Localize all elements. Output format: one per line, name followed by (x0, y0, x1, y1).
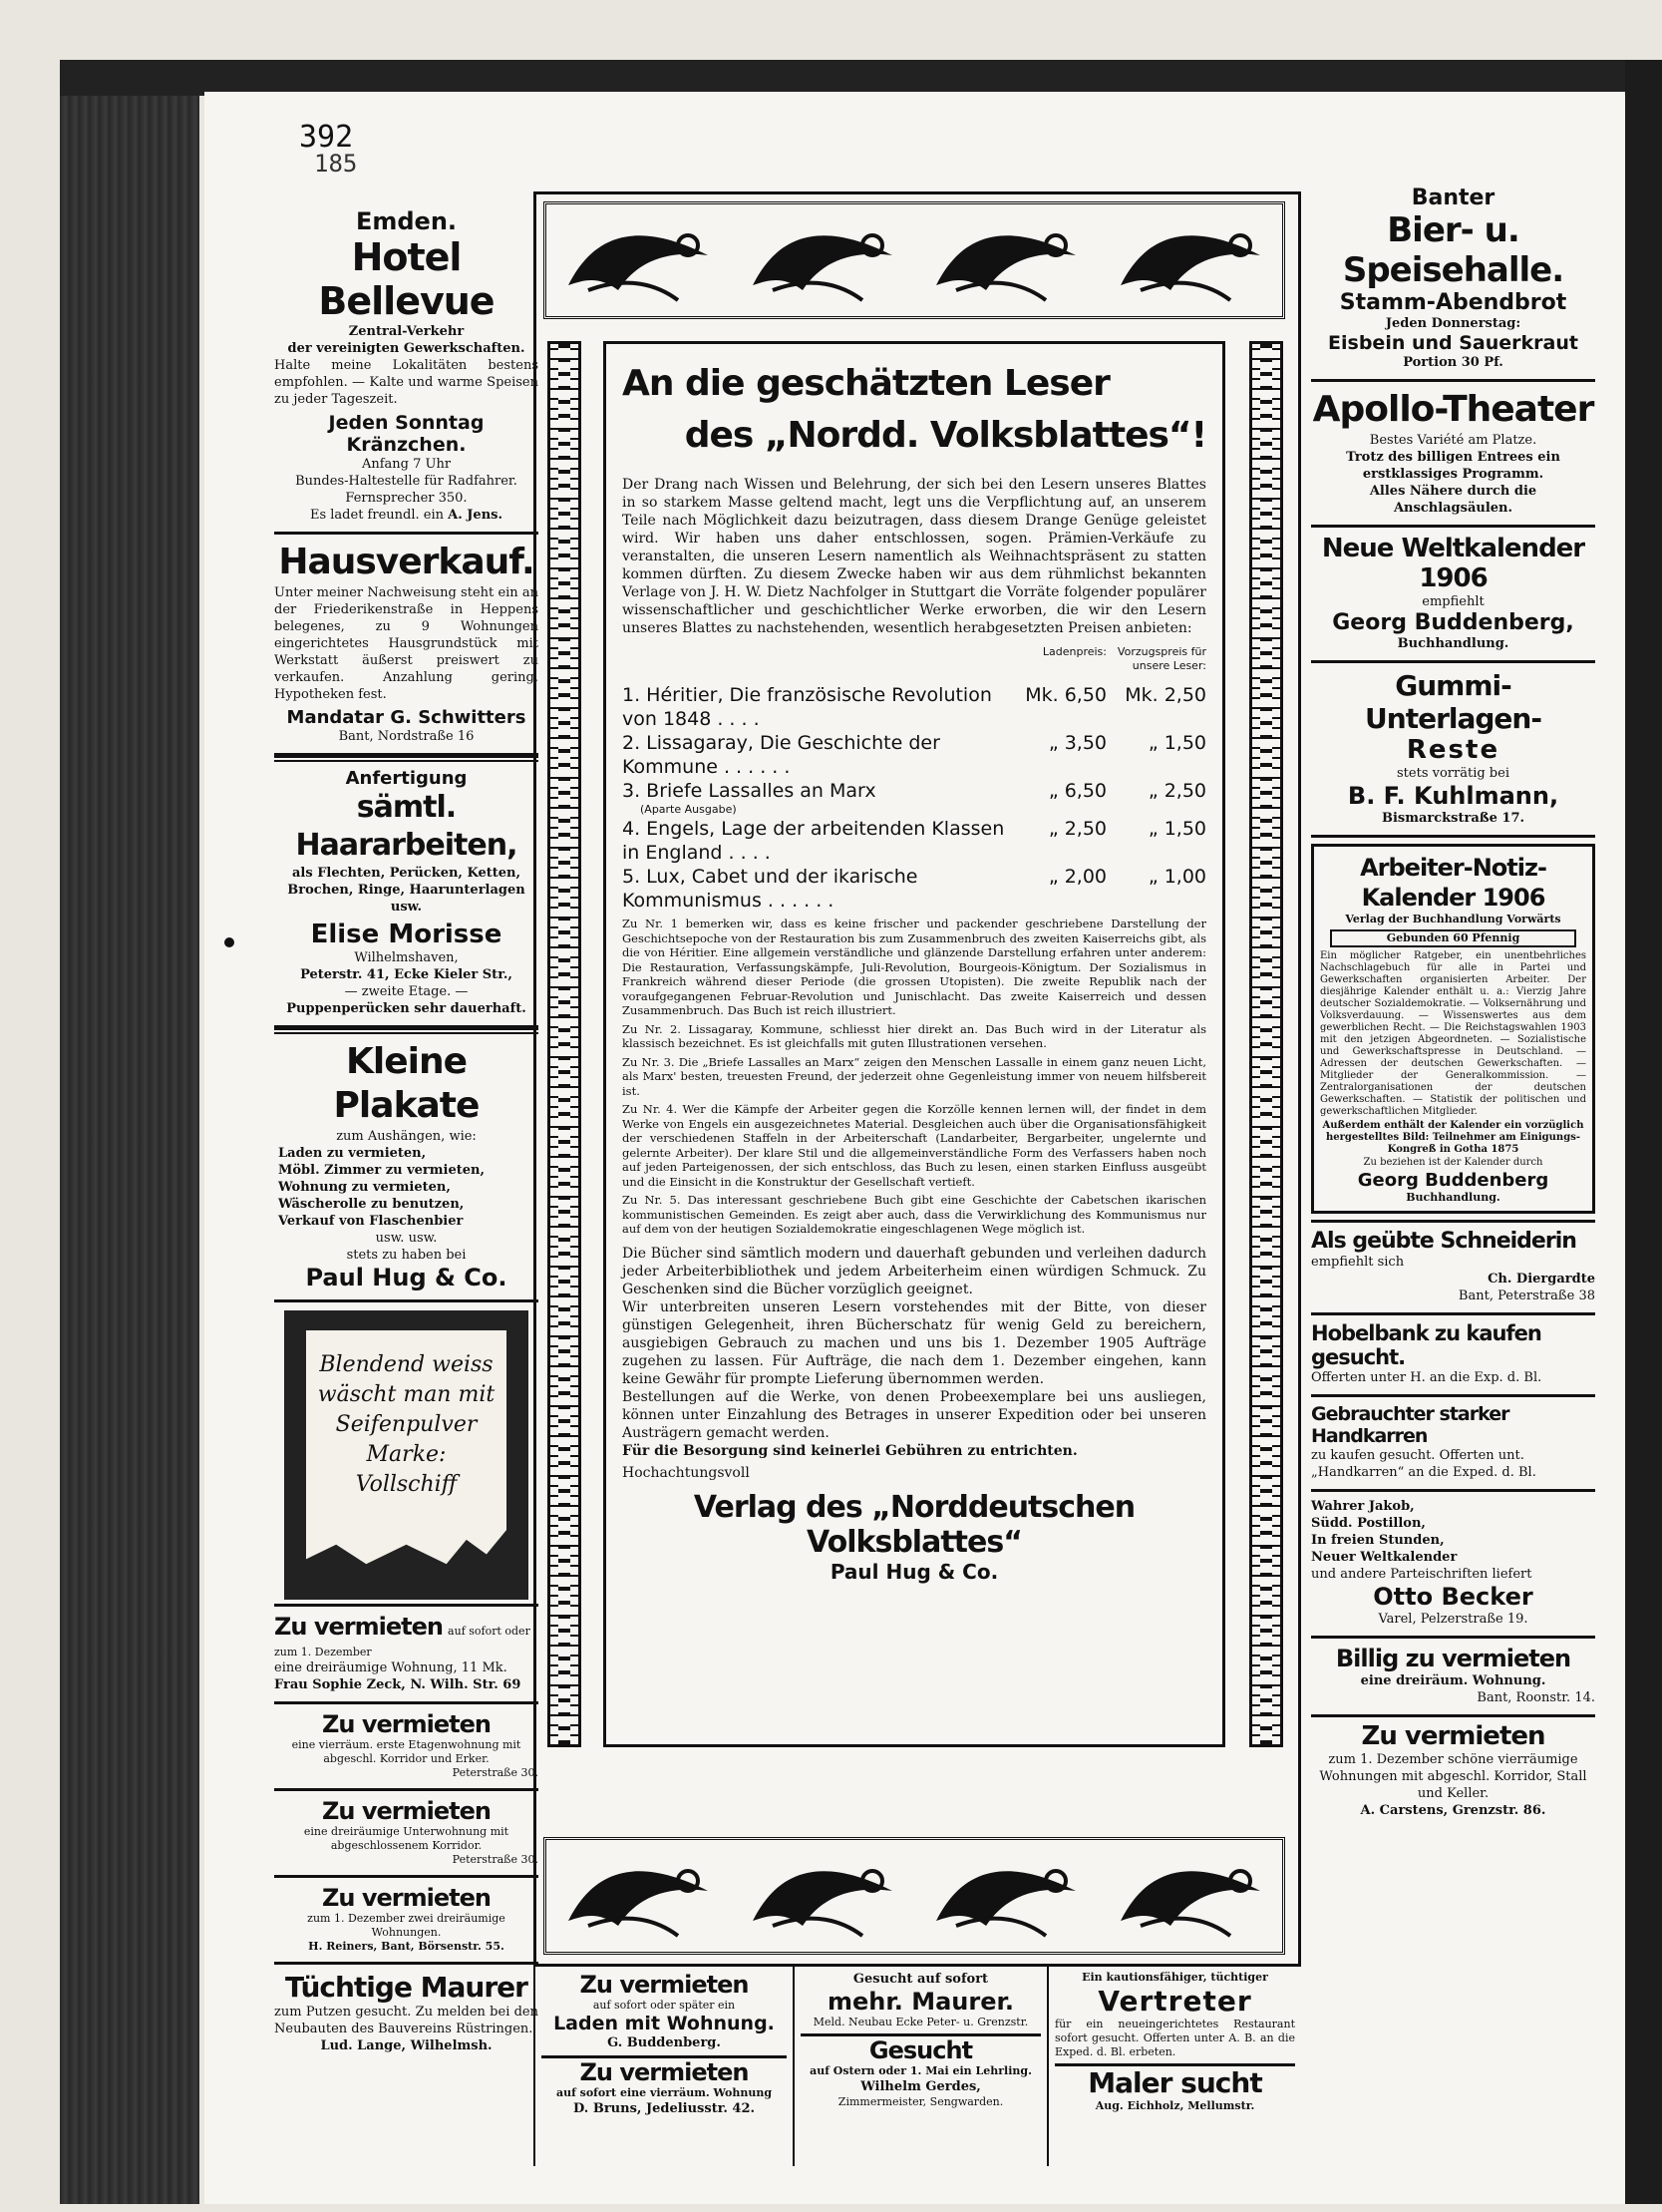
ad-cheap-rent (1311, 1639, 1595, 1717)
rent1-side: auf sofort oder zum 1. Dezember (274, 1625, 530, 1659)
ad-rent-2 (274, 1704, 538, 1791)
ad-writings (1311, 1492, 1595, 1639)
right-pillar (1249, 341, 1283, 1747)
ad-greeting: Hochachtungsvoll (622, 1464, 750, 1481)
bottom-f-title: Maler sucht (1088, 2066, 1262, 2099)
ad-outro-1: Die Bücher sind sämtlich modern und dauerhaft gebunden und verleihen dadurch jeder Arbeiterbibliothek und jedem Arbeiterheim einen würdigen Schmuck. Zu Geschenken sind die Bücher vorzüglich geeignet. (622, 1245, 1206, 1297)
posters-lead: zum Aushängen, wie: (336, 1129, 477, 1144)
masons-who: Lud. Lange, Wilhelmsh. (320, 2038, 493, 2053)
calendar-title: Neue Weltkalender 1906 (1321, 534, 1585, 593)
notiz-price: Gebunden 60 Pfennig (1330, 929, 1576, 947)
hair-addr: Peterstr. 41, Ecke Kieler Str., (300, 967, 512, 982)
rent3-addr: Peterstraße 30. (452, 1853, 538, 1866)
ad-outro-2: Wir unterbreiten unseren Lesern vorstehendes mit der Bitte, von dieser günstigen Gelegenheit, ihren Bücherschatz für wenig Geld zu bereichern, ausgiebigen Gebrauch zu machen und uns bis 1. Dezember 1905 Aufträge zugehen zu lassen. Für Aufträge, die nach dem 1. Dezember eingehen, kann keine Gewähr für prompte Lieferung übernommen werden. (622, 1298, 1206, 1387)
house-title: Hausverkauf. (278, 542, 534, 582)
book-price-store: „ 2,00 (1048, 866, 1107, 888)
ad-notiz-kalender (1311, 844, 1595, 1214)
rubber-title: Gummi-Unterlagen- (1365, 669, 1541, 735)
posters-firm: Paul Hug & Co. (305, 1264, 507, 1291)
flower-ornament-icon (558, 215, 718, 305)
hotel-phone: Fernsprecher 350. (345, 491, 468, 506)
book-note: Zu Nr. 2. Lissagaray, Kommune, schliesst hier direkt an. Das Buch wird in der Literatur als klassisch bezeichnet. Es ist gleichfalls mit guten Illustrationen versehen. (622, 1021, 1206, 1050)
rubber-text: stets vorrätig bei (1397, 766, 1509, 781)
calendar-name: Georg Buddenberg, (1332, 610, 1574, 635)
book-offer-ad (533, 191, 1301, 1957)
ad-rent-1 (274, 1604, 538, 1704)
book-aparte: (Aparte Ausgabe) (640, 803, 737, 816)
beer-dish: Eisbein und Sauerkraut (1328, 332, 1578, 354)
book-note: Zu Nr. 5. Das interessant geschriebene Buch gibt eine Geschichte der Cabetschen ikarischen kommunistischen Gemeinden. Es zeigt aber auch, dass die Verwirklichung des Kommunismus nur auf dem von der heutigen Sozialdemokratie eingeschlagenen Wege möglich ist. (622, 1193, 1206, 1236)
rent-right-title: Zu vermieten (1361, 1721, 1545, 1751)
calendar-shop: Buchhandlung. (1397, 636, 1509, 651)
soap-ad-illustration (284, 1310, 528, 1600)
ad-publisher: Verlag des „Norddeutschen Volksblattes“ (693, 1489, 1136, 1560)
ad-title-line1: An die geschätzten Leser (622, 363, 1110, 404)
right-edge (1625, 60, 1662, 2204)
bottom-c-where: Meld. Neubau Ecke Peter- u. Grenzstr. (801, 2016, 1041, 2036)
notiz-title: Arbeiter-Notiz-Kalender 1906 (1360, 854, 1546, 912)
tailor-addr: Bant, Peterstraße 38 (1458, 1289, 1595, 1303)
right-column (1311, 180, 1595, 1819)
book-note: Zu Nr. 4. Wer die Kämpfe der Arbeiter gegen die Korzölle kennen lernen will, der findet in dem Werke von Engels ein ausgezeichnetes Material. Desgleichen auch über die Organisationsfähigkeit der verschiedenen Staffeln in der Arbeiterschaft (Landarbeiter, Bergarbeiter, ungelernte und gelernte Arbeiter). Der klare Stil und die allgemeinverständliche Form des Verfassers haben noch auf jeden Parteigenossen, der sich entschloss, das Buch zu lesen, einen starken Einfluss ausgeübt und die Einsicht in die Konstruktur der Gesellschaft vertieft. (622, 1102, 1206, 1189)
ad-weltkalender (1311, 528, 1595, 663)
hotel-invite: Es ladet freundl. ein (309, 508, 444, 523)
punch-hole (224, 937, 234, 947)
ad-firm: Paul Hug & Co. (830, 1559, 999, 1584)
bottom-col-1 (533, 1967, 793, 2166)
notiz-name: Georg Buddenberg (1357, 1170, 1549, 1191)
hair-text: als Flechten, Perücken, Ketten, Brochen, Ringe, Haarunterlagen usw. (287, 866, 525, 915)
beer-sub: Stamm-Abendbrot (1339, 290, 1567, 315)
apollo-t2: Alles Nähere durch die Anschlagsäulen. (1369, 484, 1537, 516)
notiz-t3: Zu beziehen ist der Kalender durch (1363, 1157, 1543, 1168)
house-addr: Bant, Nordstraße 16 (338, 729, 475, 744)
price-header-reader: Vorzugspreis für unsere Leser: (1117, 645, 1206, 672)
bottom-a-title: Zu vermieten (579, 1971, 749, 1999)
bottom-a-text: Laden mit Wohnung. (553, 2013, 775, 2034)
book-title: 4. Engels, Lage der arbeitenden Klassen in England . . . . (622, 818, 1005, 864)
posters-avail: stets zu haben bei (346, 1248, 467, 1263)
posters-etc: usw. usw. (375, 1231, 438, 1246)
rent1-title: Zu vermieten (274, 1613, 443, 1641)
rubber-addr: Bismarckstraße 17. (1381, 811, 1525, 826)
bottom-d-text: auf Ostern oder 1. Mai ein Lehrling. (810, 2064, 1032, 2077)
bottom-d-title: Gesucht (868, 2036, 973, 2064)
newspaper-page (204, 92, 1625, 2204)
ornament-bottom (543, 1837, 1285, 1955)
book-price-store: Mk. 6,50 (1025, 684, 1107, 706)
cart-title: Gebrauchter starker Handkarren (1311, 1403, 1509, 1447)
posters-title: Kleine Plakate (333, 1041, 480, 1126)
book-title: 2. Lissagaray, Die Geschichte der Kommune . . . . . . (622, 732, 940, 778)
book-note: Zu Nr. 3. Die „Briefe Lassalles an Marx“ zeigen den Menschen Lassalle in einem ganz neuen Licht, als Marx' besten, treuesten Freund, der jederzeit ohne Gegenleistung immer von neuem hilfsbereit ist. (622, 1054, 1206, 1098)
bottom-d-where: Zimmermeister, Sengwarden. (837, 2095, 1004, 2108)
bench-title: Hobelbank zu kaufen gesucht. (1311, 1321, 1541, 1369)
rubber-name: B. F. Kuhlmann, (1347, 782, 1559, 810)
flower-ornament-icon (558, 1851, 718, 1941)
ad-hotel (274, 201, 538, 535)
hair-head: Anfertigung (345, 768, 468, 789)
posters-item: Wohnung zu vermieten, (278, 1180, 451, 1195)
ad-posters (274, 1028, 538, 1302)
hotel-time: Anfang 7 Uhr (361, 457, 452, 472)
bottom-c-title: Gesucht auf sofort (852, 1972, 989, 1987)
bottom-col-3 (1047, 1967, 1301, 2166)
bottom-b-text: auf sofort eine vierräum. Wohnung (555, 2086, 773, 2099)
hotel-dance: Jeden Sonntag Kränzchen. (328, 412, 485, 456)
writings-item: Südd. Postillon, (1311, 1516, 1426, 1531)
bottom-a-who: G. Buddenberg. (541, 2034, 787, 2058)
page-number: 392 (299, 120, 354, 155)
flower-ornament-icon (926, 215, 1086, 305)
cheap-text: eine dreiräum. Wohnung. (1360, 1673, 1546, 1688)
hotel-city: Emden. (355, 207, 458, 235)
book-price-store: „ 2,50 (1048, 818, 1107, 840)
rent3-title: Zu vermieten (322, 1797, 491, 1825)
notiz-pub: Verlag der Buchhandlung Vorwärts (1345, 913, 1561, 925)
writings-text: und andere Parteischriften liefert (1311, 1567, 1532, 1582)
book-note: Zu Nr. 1 bemerken wir, dass es keine frischer und packender geschriebene Darstellung der Geschichtsepoche von der Restauration bis zum Zusammenbruch des zweiten Kaiserreichs gibt, als die von Héritier. Eine allgemein verständliche und glänzende Darstellung erfahren unter anderem: Die Restauration, Verfassungskämpfe, Juli-Revolution, Bourgeois-Königtum. Der Sozialismus in Frankreich während dieser Periode (die grossen Utopisten). Die zweite Republik nach der voraufgegangenen Februar-Revolution und Junischlacht. Das zweite Kaiserreich und dessen Zusammenbruch. Das Buch ist reich illustriert. (622, 917, 1206, 1017)
book-row (622, 865, 1206, 913)
bottom-b-who: D. Bruns, Jedeliusstr. 42. (572, 2101, 756, 2116)
book-title: 5. Lux, Cabet und der ikarische Kommunismus . . . . . . (622, 866, 918, 912)
rent4-title: Zu vermieten (322, 1884, 491, 1912)
notiz-t2: Außerdem enthält der Kalender ein vorzüglich hergestelltes Bild: Teilnehmer am Einigungs-Kongreß in Gotha 1875 (1322, 1120, 1584, 1155)
bottom-a-side: auf sofort oder später ein (592, 1999, 736, 2012)
left-pillar (547, 341, 581, 1747)
notiz-shop: Buchhandlung. (1406, 1191, 1500, 1204)
ad-beer-hall (1311, 180, 1595, 382)
rent4-text: zum 1. Dezember zwei dreiräumige Wohnungen. (307, 1912, 505, 1939)
rent-right-who: A. Carstens, Grenzstr. 86. (1360, 1803, 1546, 1818)
tailor-title: Als geübte Schneiderin (1311, 1229, 1576, 1254)
rent3-text: eine dreiräumige Unterwohnung mit abgeschlossenem Korridor. (303, 1825, 509, 1852)
ad-bench (1311, 1315, 1595, 1397)
hair-title: sämtl. Haararbeiten, (295, 790, 517, 863)
ornament-top (543, 201, 1285, 319)
book-list (622, 683, 1206, 913)
price-header-store: Ladenpreis: (1042, 645, 1107, 658)
beer-day: Jeden Donnerstag: (1385, 316, 1521, 331)
book-price-store: „ 6,50 (1048, 780, 1107, 802)
price-header (622, 645, 1206, 673)
page-subnumber: 185 (314, 150, 358, 178)
bottom-col-2 (793, 1967, 1047, 2166)
bottom-f-who: Aug. Eichholz, Mellumstr. (1095, 2099, 1255, 2112)
flower-ornament-icon (1111, 1851, 1270, 1941)
writings-item: Wahrer Jakob, (1311, 1499, 1415, 1514)
bottom-b-title: Zu vermieten (579, 2058, 749, 2086)
ad-tailor (1311, 1220, 1595, 1315)
writings-name: Otto Becker (1373, 1583, 1533, 1611)
posters-item: Wäscherolle zu benutzen, (278, 1197, 465, 1212)
apollo-title: Apollo-Theater (1312, 389, 1594, 430)
ad-body (603, 341, 1225, 1747)
book-price-reader: „ 1,00 (1148, 866, 1206, 888)
soap-text: Blendend weiss wäscht man mit Seifenpulver Marke: Vollschiff (317, 1352, 496, 1497)
hotel-text: Halte meine Lokalitäten bestens empfohlen. — Kalte und warme Speisen zu jeder Tageszeit. (274, 358, 538, 407)
ad-intro: Der Drang nach Wissen und Belehrung, der sich bei den Lesern unseres Blattes in so starkem Masse geltend macht, legt uns die Verpflichtung auf, an unserem Teile nach Möglichkeit dazu beizutragen, dass diesem Drange Genüge geleistet wird. Wir haben uns daher entschlossen, sogen. Prämien-Verkäufe zu veranstalten, die unseren Lesern namentlich als Weihnachtspräsent zu statten kommen dürften. Zu diesem Zwecke haben wir aus dem rühmlichst bekannten Verlage von J. H. W. Dietz Nachfolger in Stuttgart die Vorräte folgender populärer wissenschaftlicher und geschichtlicher Werke erworben, die wir den Lesern unseres Blattes zu nachstehenden, wesentlich herabgesetzten Preisen anbieten: (622, 477, 1206, 636)
book-row (622, 731, 1206, 779)
masons-text: zum Putzen gesucht. Zu melden bei den Neubauten des Bauvereins Rüstringen. (274, 2005, 538, 2036)
ad-rent-3 (274, 1791, 538, 1878)
hotel-sub1: Zentral-Verkehr (348, 324, 465, 339)
calendar-rec: empfiehlt (1422, 594, 1485, 609)
ad-rent-4 (274, 1878, 538, 1965)
bottom-e-big: Vertreter (1098, 1985, 1252, 2018)
book-title: 1. Héritier, Die französische Revolution von 1848 . . . . (622, 684, 992, 730)
bottom-c-text: mehr. Maurer. (827, 1988, 1015, 2016)
rent1-text: eine dreiräumige Wohnung, 11 Mk. (274, 1660, 507, 1675)
ad-hair (274, 756, 538, 1028)
cheap-addr: Bant, Roonstr. 14. (1477, 1690, 1595, 1705)
book-price-store: „ 3,50 (1048, 732, 1107, 754)
cart-text: zu kaufen gesucht. Offerten unt. „Handkarren“ an die Exped. d. Bl. (1311, 1448, 1536, 1480)
left-column (274, 201, 538, 2054)
ad-outro-3: Bestellungen auf die Werke, von denen Probeexemplare bei uns ausliegen, können unter Einzahlung des Betrages in unserer Expedition oder bei unseren Austrägern gemacht werden. (622, 1388, 1206, 1441)
ad-cart (1311, 1397, 1595, 1492)
ad-rent-right (1311, 1717, 1595, 1819)
ad-masons (274, 1965, 538, 2054)
hair-city: Wilhelmshaven, (354, 950, 459, 965)
bench-text: Offerten unter H. an die Exp. d. Bl. (1311, 1370, 1542, 1385)
beer-place: Banter (1411, 185, 1496, 210)
rent1-who: Frau Sophie Zeck, N. Wilh. Str. 69 (274, 1677, 521, 1692)
apollo-t1: Trotz des billigen Entrees ein erstklassiges Programm. (1346, 450, 1560, 482)
notiz-text: Ein möglicher Ratgeber, ein unentbehrliches Nachschlagebuch für alle in Partei und Gewerkschaften organisierten Arbeiter. Der diesjährige Kalender enthält u. a.: Vierzig Jahre deutscher Sozialdemokratie. — Volksernährung und Volksverdauung. — Wissenswertes aus dem gewerblichen Recht. — Die Reichstagswahlen 1903 mit den jetzigen Abgeordneten. — Sozialistische und Gewerkschaftspresse in Deutschland. — Adressen der deutschen Gewerkschaften. — Mitglieder der Generalkommission. — Zentralorganisationen der deutschen Gewerkschaften. — Statistik der politischen und gewerkschaftlichen Mitglieder. (1320, 950, 1586, 1117)
masons-title: Tüchtige Maurer (285, 1971, 527, 2004)
posters-item: Laden zu vermieten, (278, 1146, 427, 1161)
house-agent: Mandatar G. Schwitters (286, 707, 526, 728)
rubber-title2: Reste (1406, 735, 1500, 765)
writings-item: In freien Stunden, (1311, 1533, 1445, 1548)
book-spine (60, 60, 199, 2204)
ad-outro-4: Für die Besorgung sind keinerlei Gebühren zu entrichten. (622, 1442, 1078, 1459)
book-row (622, 683, 1206, 731)
book-price-reader: „ 1,50 (1148, 732, 1206, 754)
beer-price: Portion 30 Pf. (1403, 355, 1503, 370)
cheap-title: Billig zu vermieten (1335, 1645, 1571, 1672)
flower-ornament-icon (1111, 215, 1270, 305)
bottom-e-title: Ein kautionsfähiger, tüchtiger (1082, 1971, 1268, 1984)
rent4-who: H. Reiners, Bant, Börsenstr. 55. (308, 1940, 504, 1953)
bottom-e-text: für ein neueingerichtetes Restaurant sofort gesucht. Offerten unter A. B. an die Exped. d. Bl. erbeten. (1055, 2018, 1295, 2066)
writings-item: Neuer Weltkalender (1311, 1550, 1458, 1565)
posters-item: Möbl. Zimmer zu vermieten, (278, 1163, 485, 1178)
house-text: Unter meiner Nachweisung steht ein an der Friederikenstraße in Heppens belegenes, zu 9 Wohnungen eingerichtetes Hausgrundstück mit Werkstatt äußerst preiswert zu verkaufen. Anzahlung gering, Hypotheken fest. (274, 585, 538, 702)
apollo-sub: Bestes Variété am Platze. (1369, 433, 1537, 448)
ad-title-line2: des „Nordd. Volksblattes“! (684, 415, 1206, 456)
beer-title: Bier- u. Speisehalle. (1342, 210, 1564, 290)
book-price-reader: Mk. 2,50 (1125, 684, 1206, 706)
rent2-text: eine vierräum. erste Etagenwohnung mit abgeschl. Korridor und Erker. (291, 1738, 521, 1765)
hotel-station: Bundes-Haltestelle für Radfahrer. (295, 474, 517, 489)
book-price-reader: „ 1,50 (1148, 818, 1206, 840)
writings-addr: Varel, Pelzerstraße 19. (1378, 1612, 1528, 1627)
flower-ornament-icon (743, 215, 902, 305)
hair-floor: — zweite Etage. — (344, 984, 469, 999)
book-row (622, 817, 1206, 865)
flower-ornament-icon (743, 1851, 902, 1941)
hotel-sub2: der vereinigten Gewerkschaften. (287, 341, 525, 356)
hair-foot: Puppenperücken sehr dauerhaft. (286, 1001, 526, 1016)
ad-apollo (1311, 382, 1595, 528)
book-title: 3. Briefe Lassalles an Marx (622, 780, 876, 802)
book-row (622, 779, 1206, 803)
tailor-name: Ch. Diergardte (1488, 1272, 1595, 1287)
ad-house-sale (274, 535, 538, 756)
posters-item: Verkauf von Flaschenbier (278, 1214, 464, 1229)
ad-rubber (1311, 663, 1595, 838)
rent2-addr: Peterstraße 30. (452, 1766, 538, 1779)
top-edge (60, 60, 1662, 96)
hotel-owner: A. Jens. (448, 508, 502, 523)
rent-right-text: zum 1. Dezember schöne vierräumige Wohnungen mit abgeschl. Korridor, Stall und Keller. (1319, 1752, 1587, 1801)
hotel-name: Hotel Bellevue (318, 235, 495, 323)
tailor-text: empfiehlt sich (1311, 1255, 1405, 1270)
hair-name: Elise Morisse (310, 920, 502, 949)
bottom-ads (533, 1967, 1301, 2166)
flower-ornament-icon (926, 1851, 1086, 1941)
bottom-d-who: Wilhelm Gerdes, (860, 2079, 981, 2094)
book-price-reader: „ 2,50 (1148, 780, 1206, 802)
rent2-title: Zu vermieten (322, 1710, 491, 1738)
